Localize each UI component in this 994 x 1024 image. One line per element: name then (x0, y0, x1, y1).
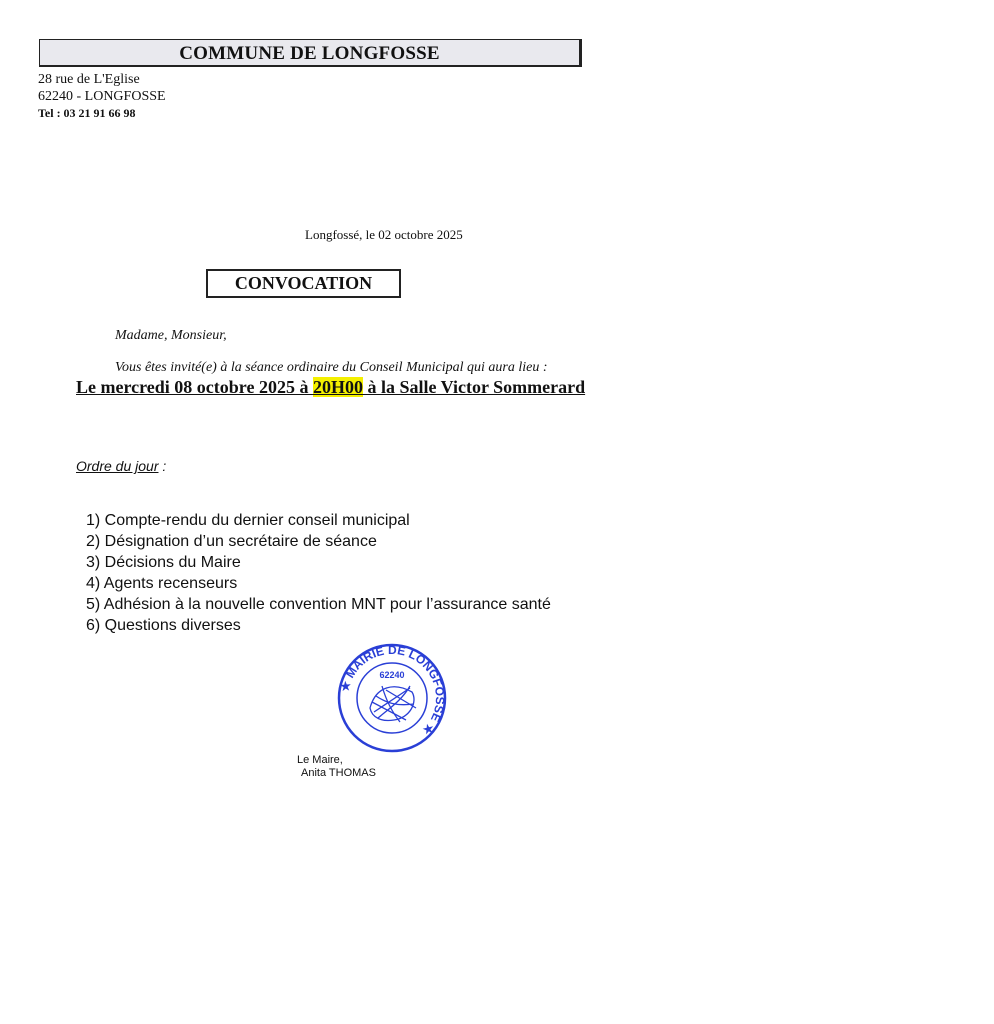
salutation: Madame, Monsieur, (115, 328, 227, 343)
mairie-stamp (336, 642, 448, 754)
address-block (38, 71, 166, 122)
agenda-item: 6) Questions diverses (86, 617, 241, 634)
meeting-location: à la Salle Victor Sommerard (362, 377, 586, 397)
commune-title-box (39, 39, 582, 67)
address-street: 28 rue de L'Eglise (38, 72, 140, 87)
agenda-list (86, 510, 551, 636)
meeting-date: Le mercredi 08 octobre 2025 à (76, 377, 313, 397)
agenda-title-label: Ordre du jour (76, 458, 159, 474)
invitation-text: Vous êtes invité(e) à la séance ordinaire du Conseil Municipal qui aura lieu : (115, 360, 548, 375)
address-city: 62240 - LONGFOSSE (38, 89, 166, 104)
agenda-item: 4) Agents recenseurs (86, 575, 238, 592)
signature-role: Le Maire, (297, 754, 343, 766)
commune-title: COMMUNE DE LONGFOSSE (179, 43, 440, 64)
agenda-item: 1) Compte-rendu du dernier conseil municipal (86, 512, 410, 529)
signature-block (297, 754, 376, 780)
agenda-item: 2) Désignation d’un secrétaire de séance (86, 533, 377, 550)
place-date: Longfossé, le 02 octobre 2025 (305, 227, 463, 242)
stamp-emblem (370, 686, 416, 722)
meeting-time-highlight: 20H00 (312, 377, 363, 397)
agenda-item: 5) Adhésion à la nouvelle convention MNT pour l’assurance santé (86, 596, 551, 613)
signature-name: Anita THOMAS (301, 767, 376, 779)
stamp-code: 62240 (379, 670, 405, 680)
meeting-details (76, 377, 585, 398)
phone-number: Tel : 03 21 91 66 98 (38, 106, 136, 120)
agenda-title-suffix: : (158, 458, 167, 474)
agenda-item: 3) Décisions du Maire (86, 554, 241, 571)
stamp-ring-text: ★ MAIRIE DE LONGFOSSE ★ (337, 642, 448, 738)
agenda-title (76, 458, 166, 474)
convocation-heading: CONVOCATION (234, 273, 373, 293)
convocation-heading-box (206, 269, 401, 298)
